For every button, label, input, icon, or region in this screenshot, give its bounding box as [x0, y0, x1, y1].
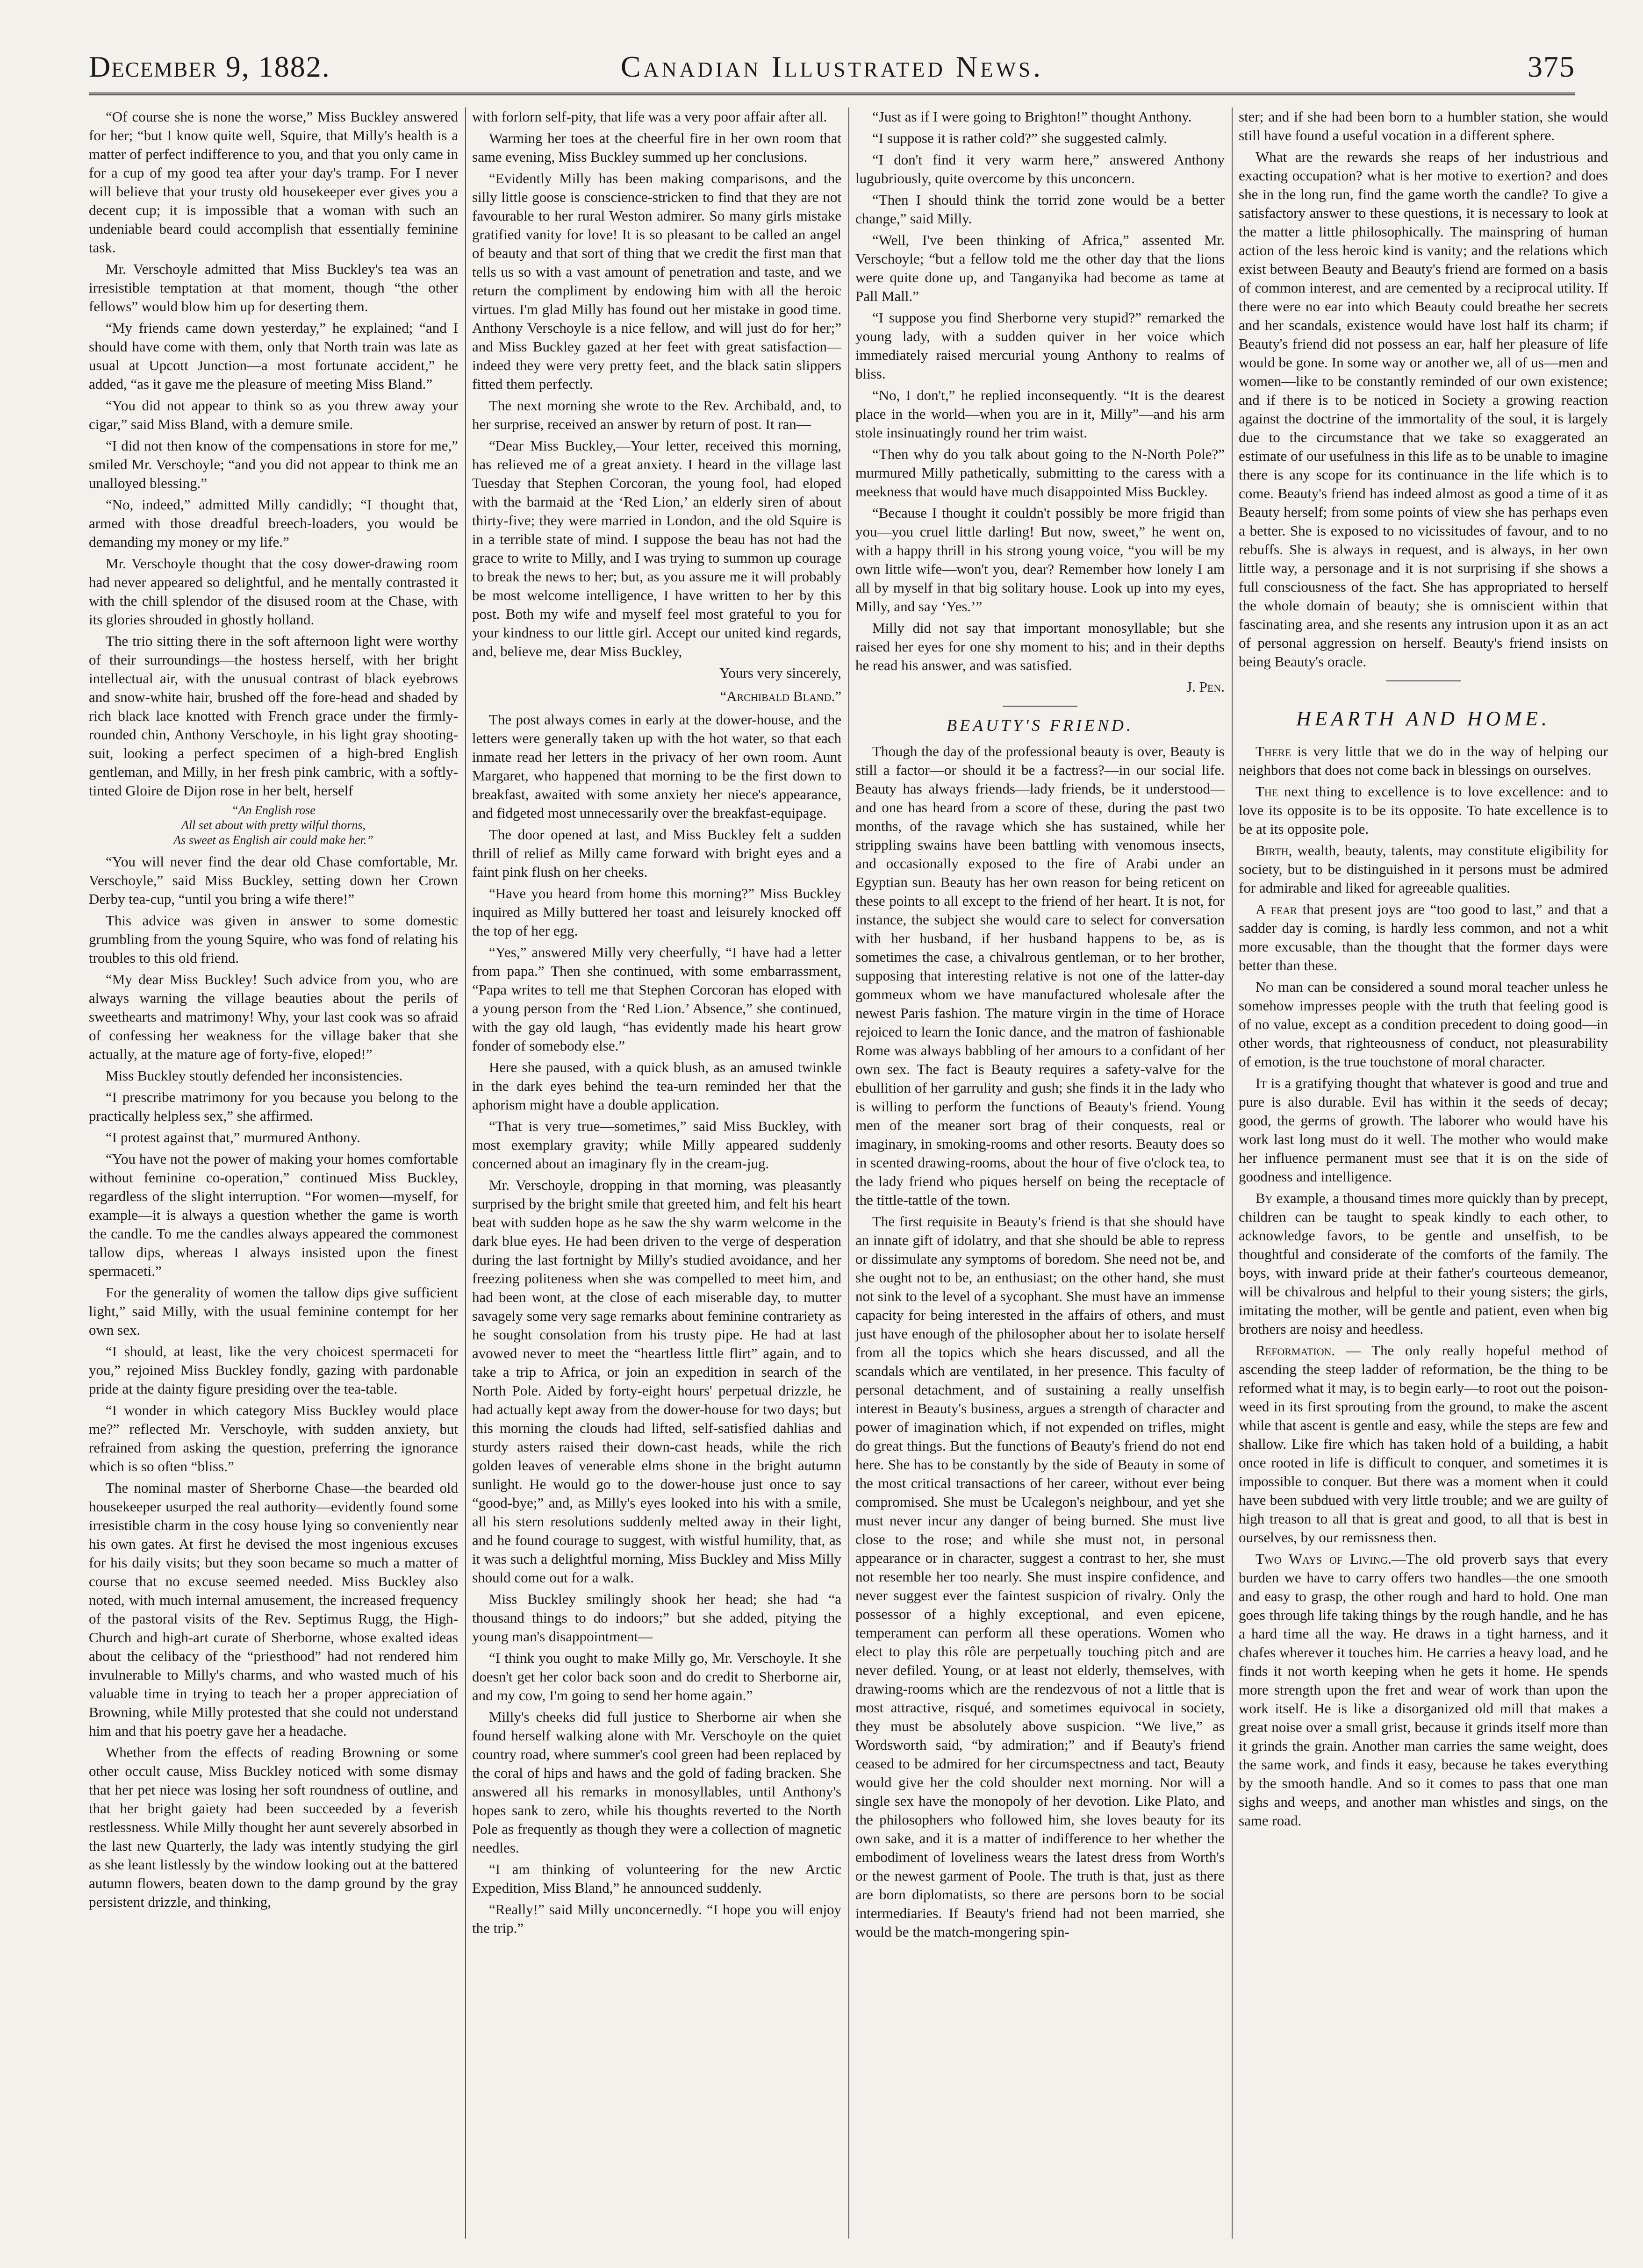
paragraph: “Yes,” answered Milly very cheerfully, “I have had a letter from papa.” Then she continued, with some embarrassment, “Papa writes to tell me that Stephen Corcoran has eloped with a young person from the ‘Red Lion.’ Absence,” she continued, with the gay old laugh, “has evidently made his heart grow fonder of somebody else.” — [472, 944, 841, 1054]
paragraph: “You did not appear to think so as you threw away your cigar,” said Miss Bland, with a demure smile. — [89, 397, 458, 432]
column-divider — [465, 107, 466, 2239]
paragraph — [1239, 841, 1608, 897]
paragraph: This advice was given in answer to some domestic grumbling from the young Squire, who was fond of relating his troubles to this old friend. — [89, 912, 458, 966]
lead-word: By — [1256, 1190, 1273, 1206]
lead-word: Birth, — [1256, 842, 1292, 859]
column-divider — [848, 107, 849, 2239]
paragraph: “Of course she is none the worse,” Miss Buckley answered for her; “but I know quite well, Squire, that Milly's health is a matter of perfect indifference to you, and that you only came in for a cup of my good tea after your day's tramp. For I never will believe that your trusty old housekeeper ever gives you a decent cup; it is impossible that a woman with such an undeniable beard could accomplish that essentially feminine task. — [89, 108, 458, 256]
paragraph-text: wealth, beauty, talents, may constitute eligibility for society, but to be distinguished in it persons must be admired for admirable and liked for agreeable qualities. — [1239, 842, 1608, 896]
paragraph: “I should, at least, like the very choicest spermaceti for you,” rejoined Miss Buckley fondly, gazing with pardonable pride at the dainty figure presiding over the tea-table. — [89, 1343, 458, 1397]
paragraph: The trio sitting there in the soft afternoon light were worthy of their surroundings—the hostess herself, with her bright intellectual air, with the unusual contrast of black eyebrows and snow-white hair, brushed off the fore-head and shaded by rich black lace knotted with French grace under the firmly-rounded chin, Anthony Verschoyle, in his light gray shooting-suit, looking a perfect specimen of a high-bred English gentleman, and Milly, in her fresh pink cambric, with a softly-tinted Gloire de Dijon rose in her belt, herself — [89, 633, 458, 799]
paragraph: Mr. Verschoyle admitted that Miss Buckley's tea was an irresistible temptation at that moment, though “the other fellows” would blow him up for deserting them. — [89, 261, 458, 315]
paragraph: “Then why do you talk about going to the N-North Pole?” murmured Milly pathetically, submitting to the caress with a meekness that would have much disappointed Miss Buckley. — [855, 446, 1225, 500]
paragraph: “My friends came down yesterday,” he explained; “and I should have come with them, only that North train was late as usual at Upcott Junction—a most fortunate accident,” he added, “as it gave me the pleasure of meeting Miss Bland.” — [89, 320, 458, 392]
paragraph: Mr. Verschoyle, dropping in that morning, was pleasantly surprised by the bright smile that greeted him, and felt his heart beat with sudden hope as he saw the shy warm welcome in the dark blue eyes. He had been driven to the verge of desperation during the last fortnight by Milly's studied avoidance, and her freezing politeness when she was compelled to meet him, and had been wont, at the close of each miserable day, to mutter savagely some very sage remarks about feminine contrariety as he sought consolation from his trusty pipe. He had at last avowed never to meet the “heartless little flirt” again, and to take a trip to Africa, or join an expedition in search of the North Pole. Aided by forty-eight hours' perpetual drizzle, he had actually kept away from the dower-house for two days; but this morning the clouds had lifted, self-satisfied dahlias and sturdy asters raised their down-cast heads, while the rich golden leaves of venerable elms shone in the bright autumn sunlight. He would go to the dower-house just once to say “good-bye;” and, as Milly's eyes looked into his with a smile, all his stern resolutions suddenly melted away in their light, and he found courage to suggest, with wistful humility, that, as it was such a delightful morning, Miss Buckley and Miss Milly should come out for a walk. — [472, 1177, 841, 1586]
section-divider — [1386, 680, 1461, 681]
paragraph-text: —The old proverb says that every burden we have to carry offers two handles—the one smooth and easy to grasp, the other rough and hard to hold. One man goes through life taking things by the rough handle, and he has a hard time all the way. He draws in a tight harness, and it chafes wherever it touches him. He carries a heavy load, and he finds it not worth keeping when he gets it home. He spends more strength upon the fret and wear of work than upon the work itself. He is like a disorganized old mill that makes a great noise over a small grist, because it grinds itself more than it grinds the grain. Another man carries the same weight, does the same work, and finds it easy, because he takes everything by the smooth handle. And so it comes to pass that one man sighs and weeps, and another man whistles and sings, on the same road. — [1239, 1551, 1608, 1829]
paragraph: “I am thinking of volunteering for the new Arctic Expedition, Miss Bland,” he announced suddenly. — [472, 1861, 841, 1896]
poem-quote — [89, 803, 458, 848]
masthead — [89, 36, 1575, 95]
paragraph: The door opened at last, and Miss Buckley felt a sudden thrill of relief as Milly came forward with bright eyes and a faint pink flush on her cheeks. — [472, 826, 841, 880]
column-2 — [472, 107, 841, 2239]
paragraph: Warming her toes at the cheerful fire in her own room that same evening, Miss Buckley summed up her conclusions. — [472, 130, 841, 165]
paragraph: What are the rewards she reaps of her industrious and exacting occupation? what is her motive to exertion? and does she in the long run, find the game worth the candle? To give a satisfactory answer to these questions, it is necessary to look at the matter a little philosophically. The mainspring of human action of the less heroic kind is vanity; and the relations which exist between Beauty and Beauty's friend are formed on a basis of common interest, and are cemented by a reciprocal utility. If there were no ear into which Beauty could breathe her secrets and her scandals, existence would have lost half its charm; if Beauty's friend did not possess an ear, half her pleasure of life would be gone. In some way or another we, all of us—men and women—like to be constantly reminded of our own existence; and if there is to be noticed in Society a growing reaction against the doctrine of the immortality of the soul, it is largely due to the circumstance that we take so exaggerated an estimate of our usefulness in this life as to be unable to imagine there is any scope for its continuance in the life which is to come. Beauty's friend has indeed almost as good a time of it as Beauty herself; from some points of view she has perhaps even a better. She is exposed to no vicissitudes of favour, and to no rebuffs. She is always in request, and is always, in her own little way, a personage and it is not surprising if she shows a full consciousness of the fact. She has appropriated to herself the whole domain of beauty; she is omniscient within that fascinating area, and she resents any intrusion upon it as an act of personal aggression on herself. Beauty's friend insists on being Beauty's oracle. — [1239, 149, 1608, 670]
paragraph — [1239, 742, 1608, 780]
paragraph: Whether from the effects of reading Browning or some other occult cause, Miss Buckley noticed with some dismay that her pet niece was losing her soft roundness of outline, and that her bright gaiety had been succeeded by a feverish restlessness. While Milly thought her aunt severely absorbed in the last new Quarterly, the lady was intently studying the girl as she leant listlessly by the window looking out at the battered autumn flowers, beaten down to the damp ground by the gray persistent drizzle, and thinking, — [89, 1744, 458, 1910]
paragraph: Here she paused, with a quick blush, as an amused twinkle in the dark eyes behind the tea-urn reminded her that the aphorism might have a double application. — [472, 1059, 841, 1113]
paragraph: Milly did not say that important monosyllable; but she raised her eyes for one shy moment to his; and in their depths he read his answer, and was satisfied. — [855, 620, 1225, 673]
lead-word: The — [1256, 783, 1278, 800]
paragraph: Though the day of the professional beauty is over, Beauty is still a factor—or should it be a factress?—in our social life. Beauty has always friends—lady friends, be it understood—and one has heard from a score of these, during the past two months, of the ravage which she has sustained, while her strippling swains have been battling with venomous insects, and occasionally exposed to the fire of Arabi under an Egyptian sun. Beauty has her own reason for being reticent on these points to all except to the friend of her heart. It is not, for instance, the subject she would care to select for conversation with her husband, if her husband happens to be, as is sometimes the case, a chivalrous gentleman, or to her brother, supposing that interesting relative is not one of the latter-day gommeux whom we have manufactured wholesale after the newest Paris fashion. The mature virgin in the time of Horace rejoiced to learn the Ionic dance, and the matron of fashionable Rome was always babbling of her amours to a confidant of her own sex. The fact is Beauty requires a safety-valve for the ebullition of her garrulity and gush; she finds it in the lady who is willing to perform the functions of Beauty's friend. Young men of the meaner sort brag of their conquests, real or imaginary, in smoking-rooms and other resorts. Beauty does so in scented drawing-rooms, about the hour of five o'clock tea, to the lady friend who piques herself on being the receptacle of the tittle-tattle of the town. — [855, 743, 1225, 1208]
paragraph — [1239, 1189, 1608, 1338]
paragraph-text: example, a thousand times more quickly than by precept, children can be taught to speak kindly to each other, to acknowledge favors, to be gentle and unselfish, to be thoughtful and considerate of the comforts of the family. The boys, with inward pride at their father's courteous demeanor, will be chivalrous and helpful to their young sisters; the girls, imitating the mother, will be gentle and patient, even when big brothers are noisy and heedless. — [1239, 1190, 1608, 1337]
paragraph — [1239, 900, 1608, 975]
issue-date: December 9, 1882. — [89, 50, 330, 83]
paragraph-text: is a gratifying thought that whatever is good and true and pure is also durable. Evil has within it the seeds of decay; good, the germs of growth. The laborer who would have his work last long must do it well. The mother who would make her influence permanent must see that it is on the side of goodness and intelligence. — [1239, 1075, 1608, 1185]
paragraph: “That is very true—sometimes,” said Miss Buckley, with most exemplary gravity; while Milly appeared suddenly concerned about an imaginary fly in the cream-jug. — [472, 1118, 841, 1172]
page-number: 375 — [1528, 50, 1575, 83]
paragraph: “Have you heard from home this morning?” Miss Buckley inquired as Milly buttered her toast and leisurely knocked off the top of her egg. — [472, 885, 841, 939]
paragraph: “No, indeed,” admitted Milly candidly; “I thought that, armed with those dreadful breech-loaders, you would be demanding my money or my life.” — [89, 496, 458, 550]
paragraph-text: is very little that we do in the way of helping our neighbors that does not come back in blessings on ourselves. — [1239, 743, 1608, 778]
paragraph-text: next thing to excellence is to love excellence: and to love its opposite is to be its opposite. To hate excellence is to be at its opposite pole. — [1239, 783, 1608, 837]
paragraph: “I did not then know of the compensations in store for me,” smiled Mr. Verschoyle; “and you did not appear to think me an unalloyed blessing.” — [89, 437, 458, 491]
paragraph: The first requisite in Beauty's friend is that she should have an innate gift of idolatry, and that she should be able to repress or dissimulate any symptoms of boredom. She need not be, and she ought not to be, an enthusiast; on the other hand, she must not sink to the level of a sycophant. She must have an immense capacity for being interested in the affairs of others, and must just have enough of the philosopher about her to isolate herself from all the topics which she hears discussed, and all the scandals which are ventilated, in her presence. This faculty of personal detachment, and of sustaining a really unselfish interest in Beauty's business, argues a strength of character and power of imagination which, if not expended on trifles, might do great things. But the functions of Beauty's friend do not end here. She has to be constantly by the side of Beauty in some of the most critical transactions of her career, without ever being compromised. She must be Ucalegon's neighbour, and yet she must never incur any danger of being burned. She must live close to the rose; and while she must not, in personal appearance or in character, suggest a contrast to her, she must not resemble her too nearly. She must inspire confidence, and never suggest ever the faintest suspicion of rivalry. Only the possessor of a highly exceptional, and even epicene, temperament can perform all these operations. Women who elect to play this rôle are perpetually touching pitch and are never defiled. Young, or at least not elderly, themselves, with drawing-rooms which are the rendezvous of not a little that is most attractive, risqué, and sometimes equivocal in society, they must be absolutely above suspicion. “We live,” as Wordsworth said, “by admiration;” and if Beauty's friend ceased to be admired for her circumspectness and tact, Beauty would give her the cold shoulder next morning. Nor will a single sex have the monopoly of her devotion. Like Plato, and the philosophers who followed him, she loves beauty for its own sake, and it is a matter of indifference to her whether the embodiment of loveliness wears the latest dress from Worth's or the newest garment of Poole. The truth is that, just as there are born diplomatists, so there are persons born to be social intermediaries. If Beauty's friend had not been married, she would be the match-mongering spin- — [855, 1213, 1225, 1940]
article-heading-hearth-and-home: HEARTH AND HOME. — [1296, 707, 1550, 730]
paragraph: Miss Buckley stoutly defended her inconsistencies. — [106, 1067, 403, 1084]
paragraph: “I prescribe matrimony for you because you belong to the practically helpless sex,” she affirmed. — [89, 1089, 458, 1124]
paragraph — [1239, 1074, 1608, 1186]
column-divider — [1232, 107, 1233, 2239]
paragraph: “You will never find the dear old Chase comfortable, Mr. Verschoyle,” said Miss Buckley, setting down her Crown Derby tea-cup, “until you bring a wife there!” — [89, 853, 458, 907]
lead-word: No — [1256, 979, 1274, 995]
paragraph — [1239, 782, 1608, 838]
paragraph — [1239, 1341, 1608, 1547]
article-heading-beautys-friend: BEAUTY'S FRIEND. — [947, 716, 1134, 735]
paragraph: “You have not the power of making your homes comfortable without feminine co-operation,” continued Miss Buckley, regardless of the slight interruption. “For women—myself, for example—it is always a question whether the game is worth the candle. To me the candles always appeared the commonest tallow dips, whereas I always insisted upon the finest spermaceti.” — [89, 1151, 458, 1279]
letter-paragraph: “Dear Miss Buckley,—Your letter, received this morning, has relieved me of a great anxiety. I heard in the village last Tuesday that Stephen Corcoran, the young fool, had eloped with the barmaid at the ‘Red Lion,’ an elderly siren of about thirty-five; they were married in London, and the old Squire is in a terrible state of mind. I suppose the beau has not had the grace to write to Milly, and I was trying to summon up courage to break the news to her; but, as you assure me it will probably be most welcome intelligence, I have written to her by this post. Both my wife and myself feel most grateful to you for your kindness to our little girl. Accept our united kind regards, and, believe me, dear Miss Buckley, — [472, 437, 841, 659]
poem-line: All set about with pretty wilful thorns, — [181, 818, 366, 832]
poem-line: As sweet as English air could make her.” — [173, 833, 373, 847]
letter-signature: “Archibald Bland.” — [720, 688, 841, 704]
paragraph: “Then I should think the torrid zone would be a better change,” said Milly. — [855, 192, 1225, 227]
poem-line: “An English rose — [231, 803, 316, 817]
lead-word: It — [1256, 1075, 1267, 1091]
paragraph: The nominal master of Sherborne Chase—the bearded old housekeeper usurped the real authority—evidently found some irresistible charm in the cosy house lying so conveniently near his own gates. At first he devised the most ingenious excuses for his daily visits; but they soon became so much a matter of course that no excuse seemed needed. Miss Buckley also noted, with much internal amusement, the increased frequency of the pastoral visits of the Rev. Septimus Rugg, the High-Church and high-art curate of Sherborne, whose exalted ideas about the celibacy of the “priesthood” had not rendered him invulnerable to Milly's charms, and who wasted much of his valuable time in trying to teach her a proper appreciation of Browning, while Milly protested that she could not understand him and that his poetry gave her a headache. — [89, 1480, 458, 1739]
paragraph: “I think you ought to make Milly go, Mr. Verschoyle. It she doesn't get her color back soon and do credit to Sherborne air, and my cow, I'm going to send her home again.” — [472, 1650, 841, 1703]
paragraph: “I suppose it is rather cold?” she suggested calmly. — [872, 130, 1167, 146]
paragraph: “I protest against that,” murmured Anthony. — [106, 1129, 360, 1145]
paragraph: The post always comes in early at the dower-house, and the letters were generally taken up with the hot water, so that each inmate read her letters in the privacy of her own room. Aunt Margaret, who happened that morning to be the first down to breakfast, awaited with some anxiety her niece's appearance, and fidgeted most unnecessarily over the breakfast-equipage. — [472, 711, 841, 821]
letter-closing: Yours very sincerely, — [719, 665, 841, 681]
paragraph — [1239, 978, 1608, 1071]
paragraph-text: man can be considered a sound moral teacher unless he somehow impresses people with the truth that feeling good is of no value, except as a condition precedent to doing good—in other words, that righteousness of conduct, not pleasurability of emotion, is the true touchstone of moral character. — [1239, 979, 1608, 1070]
paragraph: “Because I thought it couldn't possibly be more frigid than you—you cruel little darling! But now, sweet,” he went on, with a happy thrill in his strong young voice, “you will be my own little wife—won't you, dear? Remember how lonely I am all by myself in that big solitary house. Look up into my eyes, Milly, and say ‘Yes.’” — [855, 505, 1225, 615]
paragraph: “Just as if I were going to Brighton!” thought Anthony. — [872, 108, 1192, 125]
paragraph-text: — The only really hopeful method of ascending the steep ladder of reformation, be the thing to be reformed what it may, is to begin early—to root out the poison-weed in its first sprouting from the ground, to make the ascent while that ascent is gentle and easy, while the steps are few and shallow. Like fire which has taken hold of a building, a habit once rooted in life is difficult to conquer, and sometimes it is impossible to conquer. But there was a moment when it could have been subdued with very little trouble; and we are guilty of high treason to all that is great and good, to all that is best in ourselves, by our remissness then. — [1239, 1342, 1608, 1545]
paragraph: ster; and if she had been born to a humbler station, she would still have found a useful vocation in a different sphere. — [1239, 108, 1608, 143]
paragraph: “Really!” said Milly unconcernedly. “I hope you will enjoy the trip.” — [472, 1901, 841, 1936]
section-divider — [1003, 706, 1077, 707]
lead-word: Two Ways of Living. — [1256, 1551, 1392, 1567]
paragraph-text: that present joys are “too good to last,” and that a sadder day is coming, is hardly less common, and not a whit more excusable, than the thought that the former days were better than these. — [1239, 901, 1608, 973]
paragraph: with forlorn self-pity, that life was a very poor affair after all. — [472, 108, 827, 125]
lead-word: There — [1256, 743, 1291, 759]
paragraph: “Well, I've been thinking of Africa,” assented Mr. Verschoyle; “but a fellow told me the other day that the lions were quite done up, and Tanganyika had become as tame at Pall Mall.” — [855, 232, 1225, 304]
paragraph: “I don't find it very warm here,” answered Anthony lugubriously, quite overcome by this unconcern. — [855, 151, 1225, 186]
column-1 — [89, 107, 458, 2239]
lead-word: Reformation. — [1256, 1342, 1335, 1359]
column-3 — [855, 107, 1225, 2239]
lead-word: A fear — [1256, 901, 1297, 917]
column-4 — [1239, 107, 1608, 2239]
paragraph — [1239, 1550, 1608, 1830]
paragraph: For the generality of women the tallow dips give sufficient light,” said Milly, with the usual feminine contempt for her own sex. — [89, 1284, 458, 1338]
paragraph: “My dear Miss Buckley! Such advice from you, who are always warning the village beauties about the perils of sweethearts and matrimony! Why, your last cook was so afraid of confessing her weakness for the village baker that she actually, at the mature age of forty-five, eloped!” — [89, 971, 458, 1062]
paragraph: “I wonder in which category Miss Buckley would place me?” reflected Mr. Verschoyle, with sudden anxiety, but refrained from asking the question, preferring the ignorance which is so often “bliss.” — [89, 1402, 458, 1474]
newspaper-title: Canadian Illustrated News. — [620, 50, 1044, 83]
paragraph: Miss Buckley smilingly shook her head; she had “a thousand things to do indoors;” but she added, pitying the young man's disappointment— — [472, 1591, 841, 1645]
author-signature: J. Pen. — [1186, 679, 1225, 695]
paragraph: The next morning she wrote to the Rev. Archibald, and, to her surprise, received an answer by return of post. It ran— — [472, 397, 841, 432]
paragraph: “I suppose you find Sherborne very stupid?” remarked the young lady, with a sudden quiver in her voice which immediately raised mercurial young Anthony to realms of bliss. — [855, 309, 1225, 382]
paragraph: Milly's cheeks did full justice to Sherborne air when she found herself walking alone with Mr. Verschoyle on the quiet country road, where summer's cool green had been replaced by the coral of hips and haws and the gold of fading bracken. She answered all his remarks in monosyllables, until Anthony's hopes sank to zero, while his thoughts reverted to the North Pole as frequently as though they were a collection of magnetic needles. — [472, 1709, 841, 1856]
paragraph: Mr. Verschoyle thought that the cosy dower-drawing room had never appeared so delightful, and he mentally contrasted it with the chill splendor of the disused room at the Chase, with its glories shrouded in ghostly holland. — [89, 555, 458, 628]
paragraph: “No, I don't,” he replied inconsequently. “It is the dearest place in the world—when you are in it, Milly”—and his arm stole insinuatingly round her trim waist. — [855, 387, 1225, 441]
paragraph: “Evidently Milly has been making comparisons, and the silly little goose is conscience-stricken to find that they are not favourable to her rural Weston admirer. So many girls mistake gratified vanity for love! It is so pleasant to be called an angel of beauty and that sort of thing that we credit the first man that tells us so with a vast amount of penetration and taste, and we return the compliment by endowing him with all the heroic virtues. I'm glad Milly has found out her mistake in good time. Anthony Verschoyle is a nice fellow, and will just do for her;” and Miss Buckley gazed at her feet with great satisfaction—indeed they were very pretty feet, and the black satin slippers fitted them perfectly. — [472, 170, 841, 392]
